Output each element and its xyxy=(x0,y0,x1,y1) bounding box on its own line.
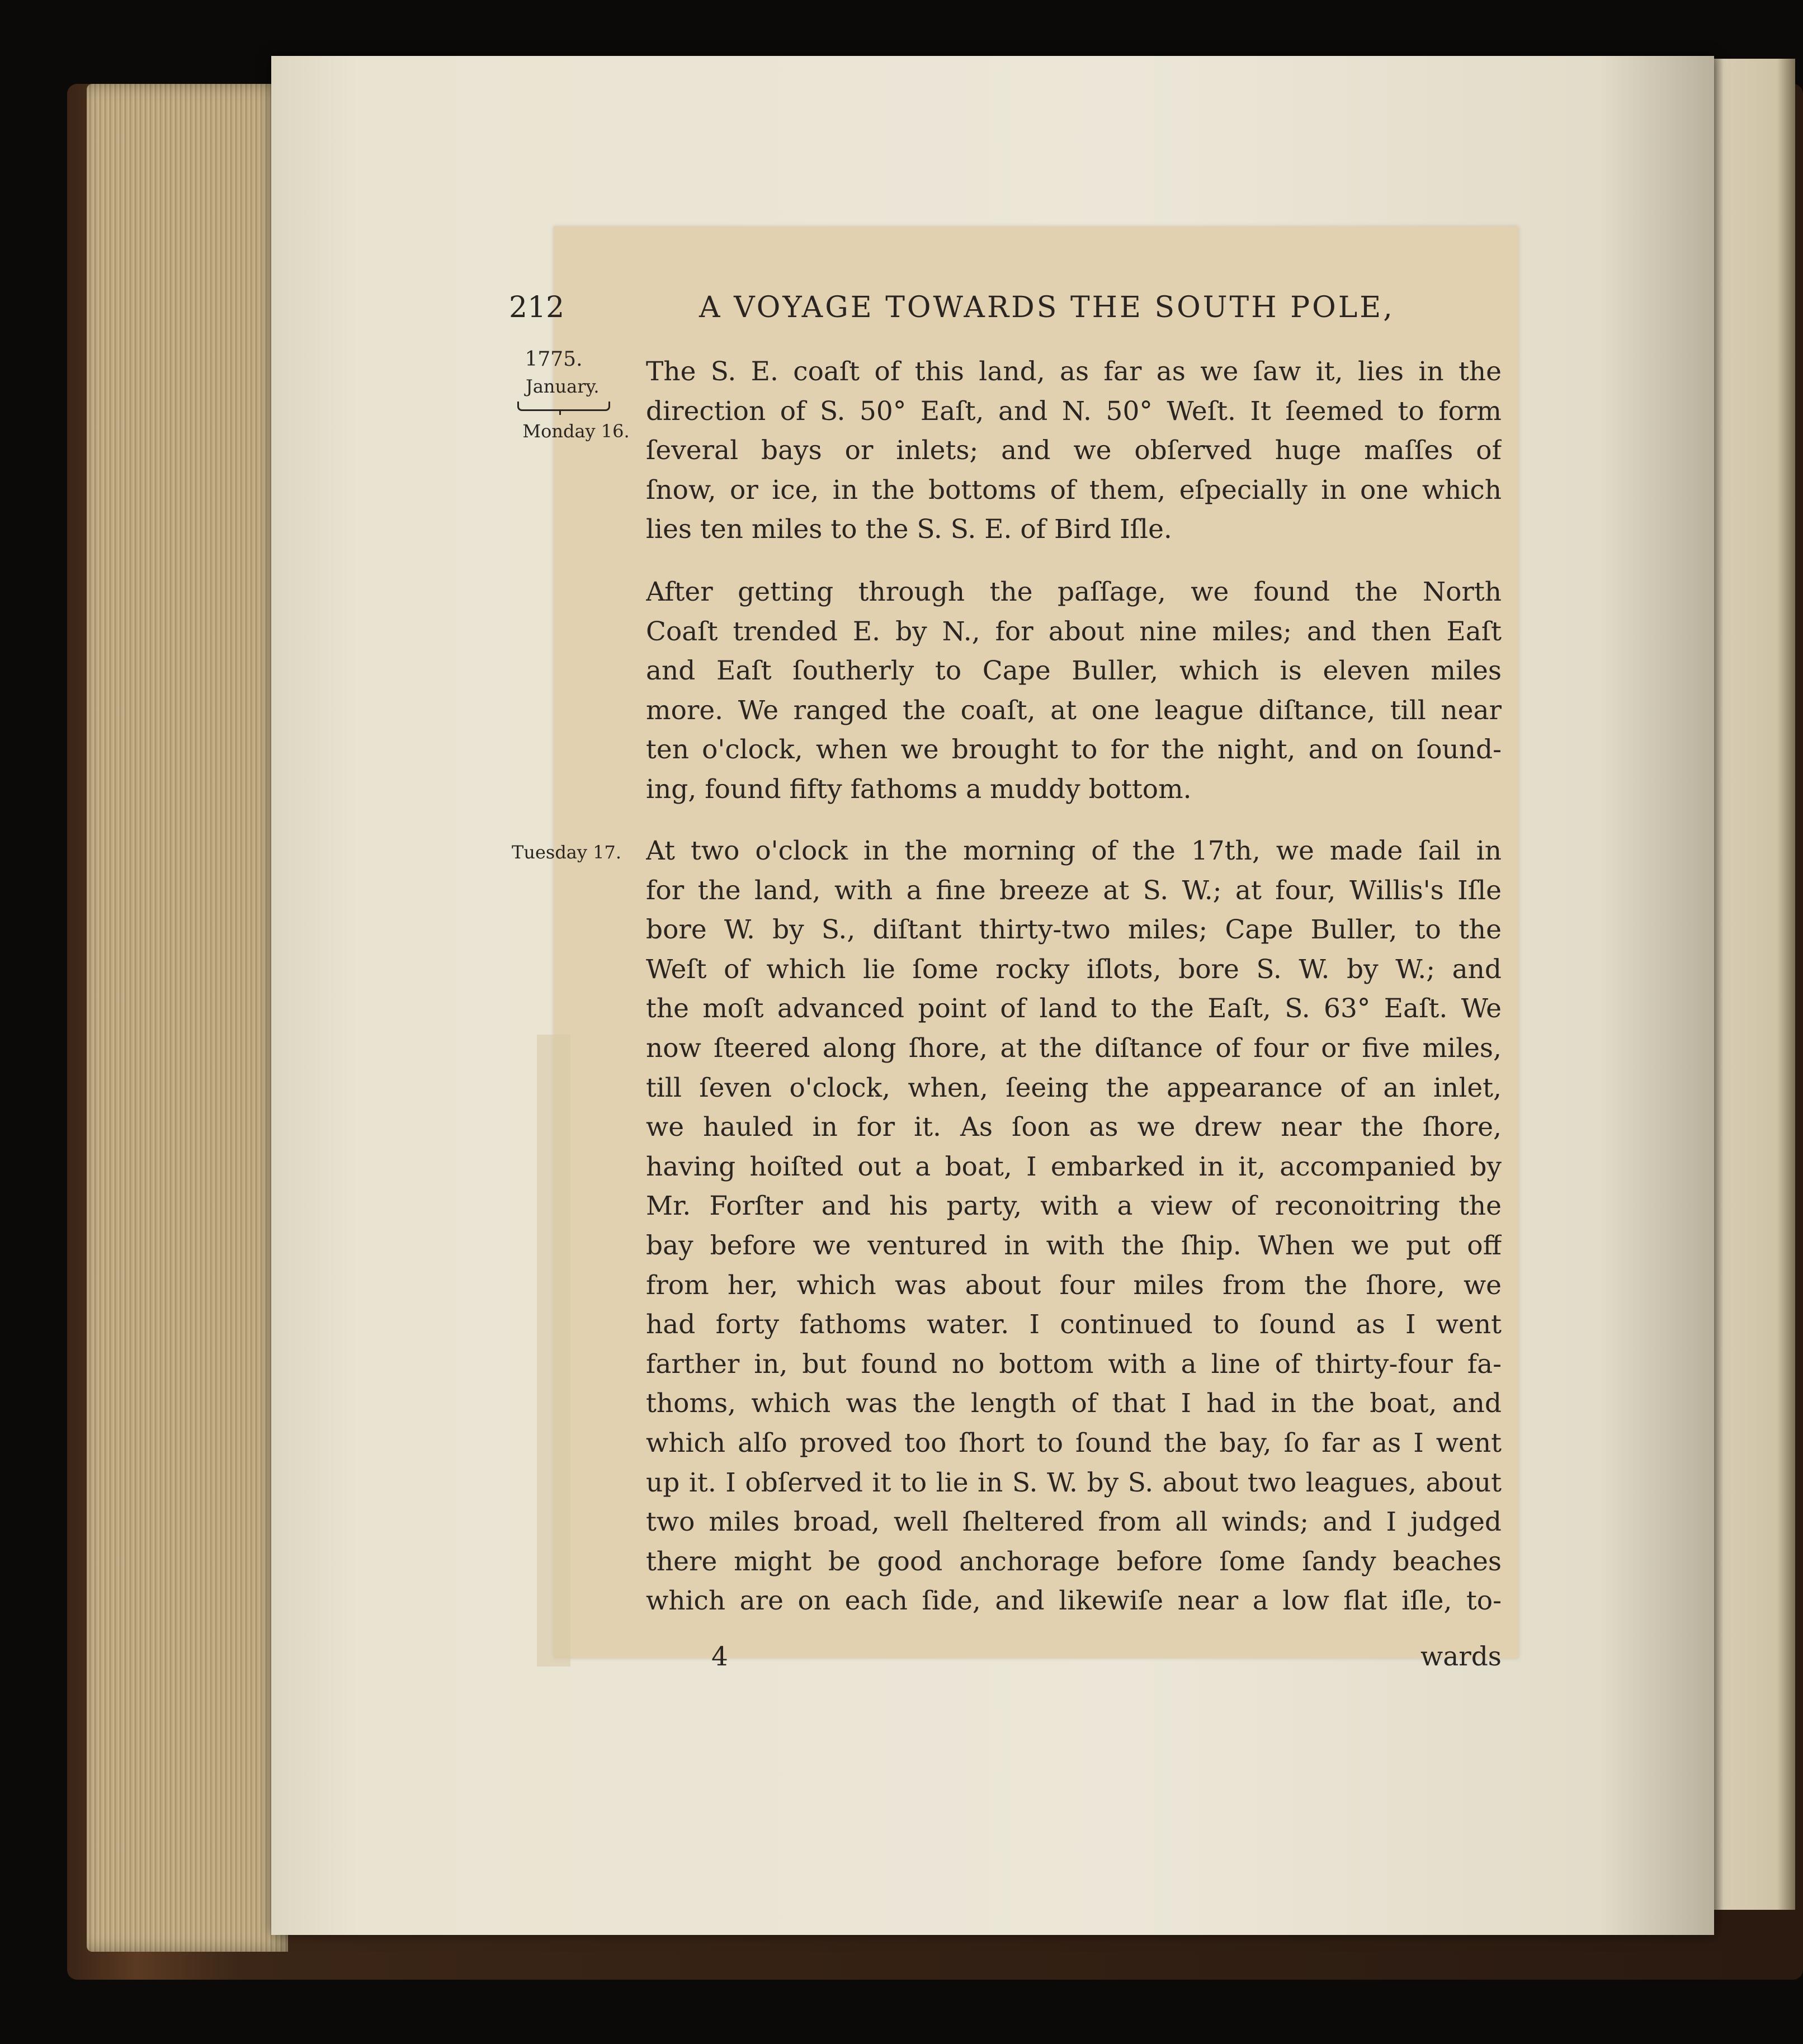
text-line: there might be good anchorage before ſome ſandy beaches xyxy=(646,1546,1502,1577)
text-line: ſnow, or ice, in the bottoms of them, eſpecially in one which xyxy=(646,474,1502,506)
text-line: which are on each ſide, and likewiſe near a low flat iſle, to- xyxy=(646,1585,1502,1617)
text-line: which alſo proved too ſhort to ſound the bay, ſo far as I went xyxy=(646,1427,1502,1458)
text-line: two miles broad, well ſheltered from all winds; and I judged xyxy=(646,1507,1502,1538)
text-line: At two o'clock in the morning of the 17th, we made ſail in xyxy=(646,835,1502,866)
text-line: had forty fathoms water. I continued to ſound as I went xyxy=(646,1309,1502,1340)
text-line: now ſteered along ſhore, at the diſtance of four or five miles, xyxy=(646,1032,1502,1064)
catchword: wards xyxy=(1420,1641,1502,1672)
text-line: direction of S. 50° Eaſt, and N. 50° Weſt. It ſeemed to form xyxy=(646,395,1502,427)
text-line: farther in, but found no bottom with a line of thirty-four fa- xyxy=(646,1348,1502,1380)
paragraph-1 xyxy=(646,352,1502,550)
facing-page-edge xyxy=(1706,59,1795,1910)
paragraph-3 xyxy=(646,832,1502,1621)
signature-mark: 4 xyxy=(711,1641,728,1672)
margin-month: January. xyxy=(526,376,600,397)
margin-brace xyxy=(517,402,610,411)
text-line: the moſt advanced point of land to the Eaſt, S. 63° Eaſt. We xyxy=(646,993,1502,1025)
text-line: more. We ranged the coaſt, at one league diſtance, till near xyxy=(646,695,1502,726)
running-title: A VOYAGE TOWARDS THE SOUTH POLE, xyxy=(699,291,1395,324)
running-header xyxy=(509,291,1493,330)
paragraph-2 xyxy=(646,573,1502,810)
text-line: Mr. Forſter and his party, with a view of reconoitring the xyxy=(646,1191,1502,1222)
text-line: The S. E. coaſt of this land, as far as we ſaw it, lies in the xyxy=(646,356,1502,387)
page-edges xyxy=(87,84,288,1952)
text-line: Weſt of which lie ſome rocky iſlots, bore S. W. by W.; and xyxy=(646,953,1502,985)
text-line: up it. I obſerved it to lie in S. W. by S. about two leagues, about xyxy=(646,1467,1502,1498)
text-line: lies ten miles to the S. S. E. of Bird Iſle. xyxy=(646,514,1172,545)
text-line: After getting through the paſſage, we found the North xyxy=(646,577,1502,607)
text-line: ing, found fifty fathoms a muddy bottom. xyxy=(646,773,1192,805)
text-line: from her, which was about four miles from the ſhore, we xyxy=(646,1269,1502,1301)
margin-date-monday: Monday 16. xyxy=(522,421,630,442)
text-line: ten o'clock, when we brought to for the night, and on ſound- xyxy=(646,734,1502,766)
text-line: ſeveral bays or inlets; and we obſerved huge maſſes of xyxy=(646,435,1502,466)
margin-date-tuesday: Tuesday 17. xyxy=(512,842,622,863)
text-line: bay before we ventured in with the ſhip. When we put off xyxy=(646,1230,1502,1261)
margin-brace-tick xyxy=(559,409,561,415)
margin-year: 1775. xyxy=(525,348,583,371)
text-line: for the land, with a fine breeze at S. W.; at four, Willis's Iſle xyxy=(646,875,1502,906)
text-line: having hoiſted out a boat, I embarked in it, accompanied by xyxy=(646,1151,1502,1182)
page-number: 212 xyxy=(509,291,565,324)
text-line: thoms, which was the length of that I had in the boat, and xyxy=(646,1388,1502,1419)
text-line: and Eaſt ſoutherly to Cape Buller, which is eleven miles xyxy=(646,655,1502,687)
paper-strip xyxy=(537,1035,570,1667)
text-line: bore W. by S., diſtant thirty-two miles; Cape Buller, to the xyxy=(646,914,1502,946)
text-line: till ſeven o'clock, when, ſeeing the appearance of an inlet, xyxy=(646,1072,1502,1103)
text-line: we hauled in for it. As ſoon as we drew near the ſhore, xyxy=(646,1112,1502,1143)
text-line: Coaſt trended E. by N., for about nine miles; and then Eaſt xyxy=(646,616,1502,647)
